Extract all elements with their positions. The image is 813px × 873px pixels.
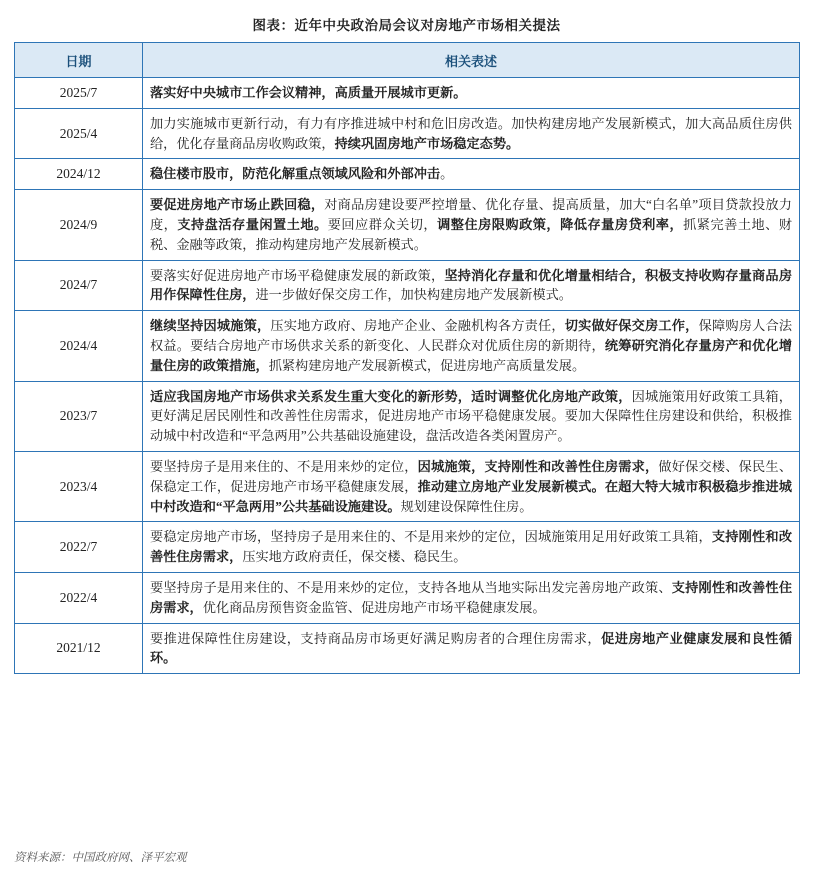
table-row bbox=[15, 159, 800, 190]
cell-date: 2023/4 bbox=[15, 451, 143, 521]
cell-date: 2025/7 bbox=[15, 78, 143, 109]
statement-emphasis: 切实做好保交房工作， bbox=[564, 318, 699, 334]
table-row bbox=[15, 311, 800, 381]
table-row bbox=[15, 78, 800, 109]
statement-emphasis: 坚持消化存量和优化增量相结合，积极支持收购存量商品房用作保障性住房， bbox=[150, 267, 793, 303]
statement-text: 因城施策用好政策工具箱，更好满足居民刚性和改善性住房需求，促进房地产市场平稳健康发展。要加大保障性住房建设和供给，积极推动城中村改造和“平急两用”公共基础设施建设，盘活改造各类闲置房产。 bbox=[150, 388, 792, 444]
statement-text: 加力实施城市更新行动，有力有序推进城中村和危旧房改造。加快构建房地产发展新模式，加大高品质住房供给，优化存量商品房收购政策， bbox=[150, 115, 792, 151]
table-row bbox=[15, 381, 800, 451]
cell-date: 2025/4 bbox=[15, 108, 143, 159]
statement-text: 要坚持房子是用来住的、不是用来炒的定位， bbox=[150, 458, 418, 474]
cell-statement bbox=[143, 108, 800, 159]
statement-emphasis: 因城施策，支持刚性和改善性住房需求， bbox=[417, 458, 659, 474]
table-row bbox=[15, 108, 800, 159]
cell-statement bbox=[143, 159, 800, 190]
cell-statement bbox=[143, 78, 800, 109]
statement-emphasis: 支持盘活存量闲置土地。 bbox=[177, 216, 328, 232]
table-row bbox=[15, 522, 800, 573]
statement-text: 规划建设保障性住房。 bbox=[400, 498, 533, 514]
statement-text: 要落实好促进房地产市场平稳健康发展的新政策， bbox=[150, 267, 445, 283]
statement-text: 。 bbox=[440, 166, 454, 182]
table-header-row bbox=[15, 43, 800, 78]
table-body bbox=[15, 78, 800, 674]
cell-statement bbox=[143, 623, 800, 674]
statement-emphasis: 统筹研究消化存量房产和优化增量住房的政策措施， bbox=[150, 337, 793, 373]
table-row bbox=[15, 451, 800, 521]
cell-date: 2024/9 bbox=[15, 190, 143, 260]
statement-text: 要回应群众关切， bbox=[327, 216, 438, 232]
statement-text: 对商品房建设要严控增量、优化存量、提高质量，加大“白名单”项目贷款投放力度， bbox=[150, 197, 792, 232]
statement-emphasis: 调整住房限购政策，降低存量房贷利率， bbox=[437, 216, 684, 232]
statement-emphasis: 继续坚持因城施策， bbox=[150, 318, 271, 334]
table-row bbox=[15, 260, 800, 311]
statement-emphasis: 落实好中央城市工作会议精神，高质量开展城市更新。 bbox=[150, 85, 467, 100]
cell-date: 2023/7 bbox=[15, 381, 143, 451]
column-header-statement: 相关表述 bbox=[143, 43, 800, 78]
statement-text: 抓紧完善土地、财税、金融等政策，推动构建房地产发展新模式。 bbox=[150, 216, 793, 252]
cell-date: 2022/7 bbox=[15, 522, 143, 573]
statement-text: 进一步做好保交房工作，加快构建房地产发展新模式。 bbox=[255, 287, 572, 303]
statement-text: 做好保交楼、保民生、保稳定工作，促进房地产市场平稳健康发展， bbox=[150, 458, 793, 494]
cell-date: 2024/12 bbox=[15, 159, 143, 190]
statement-emphasis: 促进房地产业健康发展和良性循环。 bbox=[150, 630, 793, 666]
statement-text: 要稳定房地产市场，坚持房子是用来住的、不是用来炒的定位，因城施策用足用好政策工具箱， bbox=[150, 529, 712, 545]
statement-text: 抓紧构建房地产发展新模式，促进房地产高质量发展。 bbox=[268, 357, 586, 373]
cell-statement bbox=[143, 451, 800, 521]
statement-text: 压实地方政府责任，保交楼、稳民生。 bbox=[242, 549, 467, 565]
cell-statement bbox=[143, 572, 800, 623]
statement-emphasis: 稳住楼市股市，防范化解重点领域风险和外部冲击 bbox=[150, 166, 441, 182]
cell-statement bbox=[143, 311, 800, 381]
cell-statement bbox=[143, 381, 800, 451]
page-title: 图表：近年中央政治局会议对房地产市场相关提法 bbox=[252, 18, 561, 33]
statement-emphasis: 支持刚性和改善性住房需求， bbox=[150, 579, 793, 615]
statement-emphasis: 适应我国房地产市场供求关系发生重大变化的新形势，适时调整优化房地产政策， bbox=[150, 388, 632, 404]
table-header bbox=[15, 43, 800, 78]
table-row bbox=[15, 623, 800, 674]
statement-emphasis: 推动建立房地产业发展新模式。在超大特大城市积极稳步推进城中村改造和“平急两用”公共基础设施建设。 bbox=[150, 478, 792, 514]
statement-text: 压实地方政府、房地产企业、金融机构各方责任， bbox=[270, 318, 565, 334]
statement-emphasis: 支持刚性和改善性住房需求， bbox=[150, 529, 793, 565]
table-row bbox=[15, 190, 800, 260]
cell-statement bbox=[143, 260, 800, 311]
policy-table bbox=[14, 42, 800, 674]
cell-date: 2024/4 bbox=[15, 311, 143, 381]
statement-text: 要坚持房子是用来住的、不是用来炒的定位，支持各地从当地实际出发完善房地产政策、 bbox=[150, 579, 672, 595]
cell-date: 2021/12 bbox=[15, 623, 143, 674]
statement-emphasis: 要促进房地产市场止跌回稳， bbox=[150, 197, 325, 213]
statement-text: 保障购房人合法权益。要结合房地产市场供求关系的新变化、人民群众对优质住房的新期待， bbox=[150, 318, 793, 353]
source-note: 资料来源：中国政府网、泽平宏观 bbox=[14, 852, 187, 864]
cell-statement bbox=[143, 522, 800, 573]
column-header-date: 日期 bbox=[15, 43, 143, 78]
cell-date: 2024/7 bbox=[15, 260, 143, 311]
cell-date: 2022/4 bbox=[15, 572, 143, 623]
statement-text: 优化商品房预售资金监管、促进房地产市场平稳健康发展。 bbox=[202, 599, 546, 615]
table-row bbox=[15, 572, 800, 623]
statement-text: 要推进保障性住房建设，支持商品房市场更好满足购房者的合理住房需求， bbox=[150, 630, 602, 646]
statement-emphasis: 持续巩固房地产市场稳定态势。 bbox=[334, 135, 520, 151]
cell-statement bbox=[143, 190, 800, 260]
